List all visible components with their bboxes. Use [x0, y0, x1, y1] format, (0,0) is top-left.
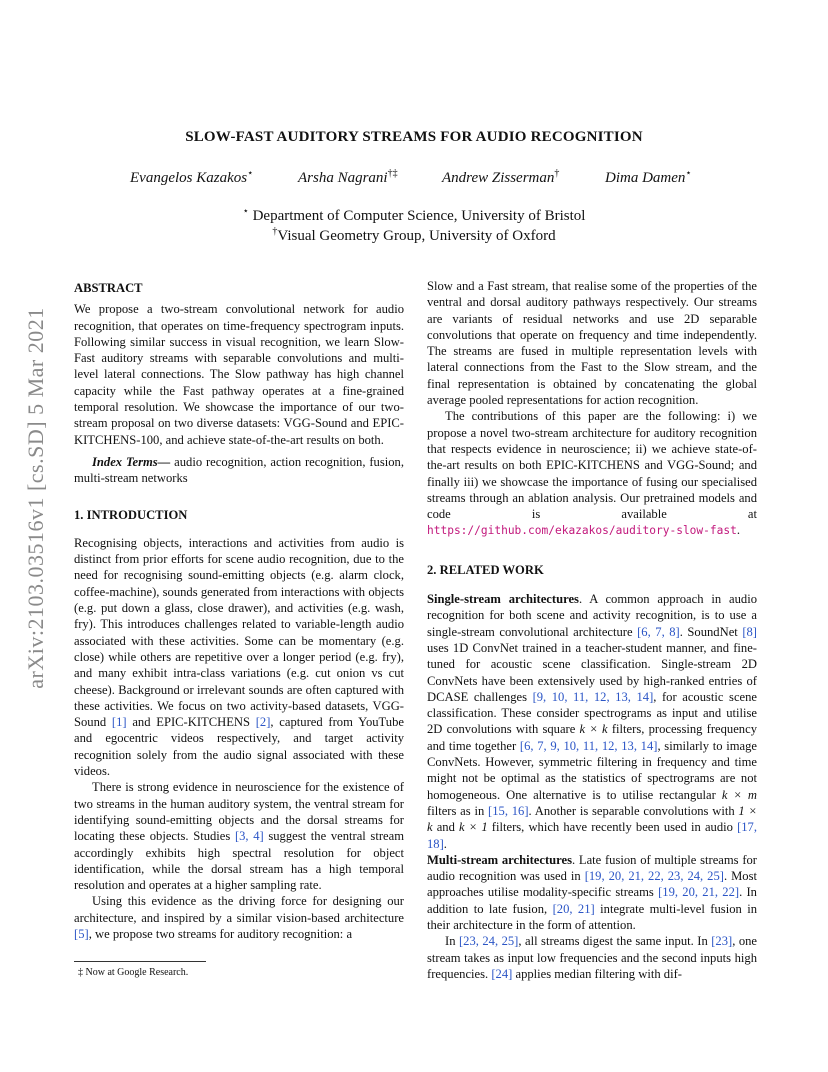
- text-run: , captured from YouTube and egocentric videos respectively, and target activity recognition solely from the audio signal associated with these videos.: [74, 715, 404, 779]
- author-mark: ⋆: [247, 168, 254, 179]
- text-run: . Late fusion of multiple streams for audio recognition was used in: [427, 852, 757, 884]
- text-run: , we propose two streams for auditory recognition: a: [88, 926, 353, 941]
- index-terms-text: audio recognition, action recognition, fusion, multi-stream networks: [74, 454, 404, 486]
- text-run: , for acoustic scene classification. These consider spectrograms as input and utilise 2D convolutions with square: [427, 689, 758, 737]
- author-name: Dima Damen: [605, 170, 686, 186]
- affiliation-text: Visual Geometry Group, University of Oxford: [277, 228, 556, 244]
- text-run: . Most approaches utilise modality-specific streams: [427, 869, 758, 900]
- affiliation-2: [74, 226, 754, 245]
- citation-link[interactable]: [17, 18]: [427, 820, 757, 851]
- author-mark: †: [554, 168, 560, 179]
- arxiv-sidebar: [22, 292, 50, 704]
- author-name: Evangelos Kazakos: [130, 170, 248, 186]
- text-run: .: [443, 836, 447, 851]
- right-column: [427, 278, 757, 982]
- citation-link[interactable]: [20, 21]: [552, 901, 595, 916]
- text-run: . SoundNet: [679, 624, 743, 639]
- paragraph-label: Single-stream architectures: [427, 592, 579, 607]
- text-run: . Another is separable convolutions with: [528, 803, 739, 818]
- intro-paragraph-3: [74, 893, 404, 942]
- index-terms-label: Index Terms—: [92, 454, 171, 469]
- text-run: The contributions of this paper are the following: i) we propose a novel two-stream architecture for auditory recognition that respects evidence in neuroscience; ii) we achieve state-of-the-art results on both EPIC-KITCHENS and VGG-Sound; and finally iii) we showcase the importance of fusing our specialised streams through an ablation analysis. Our pretrained models and code is available at: [427, 409, 757, 522]
- citation-link[interactable]: [24]: [491, 966, 513, 981]
- citation-link[interactable]: [3, 4]: [234, 829, 264, 844]
- footnote-text: Now at Google Research.: [83, 967, 189, 978]
- citation-link[interactable]: [19, 20, 21, 22]: [658, 885, 740, 900]
- text-run: Recognising objects, interactions and activities from audio is distinct from prior efforts for scene audio recognition, due to the need for recognising sound-emitting objects (e.g. alarm clock, coffee-machine), sounds generated from interactions with objects (e.g. put down a glass, close drawer), and activities (e.g. wash, fry). This introduces challenges related to variable-length audio associated with these activities. Some can be momentary (e.g. close) while others are repetitive over a longer period (e.g. fry), and many exhibit intra-class variations (e.g. cut onion vs cut cheese). Background or irrelevant sounds are often captured with these activities. We focus on two activity-based datasets, VGG-Sound: [74, 535, 404, 730]
- text-run: and EPIC-KITCHENS: [126, 715, 256, 730]
- text-run: applies median filtering with dif-: [512, 966, 682, 981]
- multi-stream-paragraph: [427, 852, 757, 933]
- author-list: [74, 168, 754, 190]
- citation-link[interactable]: [5]: [74, 926, 89, 941]
- citation-link[interactable]: [19, 20, 21, 22, 23, 24, 25]: [584, 869, 724, 884]
- author-name: Arsha Nagrani: [298, 170, 388, 186]
- author-2: [298, 168, 398, 187]
- text-run: .: [736, 523, 740, 538]
- affiliation-text: Department of Computer Science, University of Bristol: [248, 208, 586, 224]
- text-run: filters as in: [427, 803, 489, 818]
- citation-link[interactable]: [1]: [111, 715, 127, 730]
- single-stream-paragraph: [427, 591, 757, 852]
- related-work-heading: 2. RELATED WORK: [427, 562, 544, 577]
- affiliation-mark: ⋆: [242, 206, 249, 217]
- math-inline: k × 1: [459, 820, 488, 835]
- left-column: [74, 280, 404, 942]
- text-run: integrate multi-level fusion in their architecture in the form of attention.: [427, 901, 758, 932]
- footnote: [78, 967, 188, 978]
- intro-paragraph-2: [74, 779, 404, 893]
- text-run: , all streams digest the same input. In: [518, 934, 712, 949]
- text-run: . A common approach in audio recognition for both scene and activity recognition, is to use a single-stream convolutional architecture: [427, 592, 757, 639]
- text-run: filters, which have recently been used in audio: [487, 820, 738, 835]
- text-run: . In addition to late fusion,: [427, 885, 757, 916]
- paper-title: SLOW-FAST AUDITORY STREAMS FOR AUDIO RECOGNITION: [185, 129, 643, 145]
- abstract-heading: ABSTRACT: [74, 281, 143, 295]
- abstract-text: We propose a two-stream convolutional network for audio recognition, that operates on time-frequency spectrogram inputs. Following similar success in visual recognition, we learn Slow-Fast auditory streams with separable convolutions and multi-level lateral connections. The Slow pathway has high channel capacity while the Fast pathway operates at a fine-grained temporal resolution. We showcase the importance of our two-stream proposal on two diverse datasets: VGG-Sound and EPIC-KITCHENS-100, and achieve state-of-the-art results on both.: [74, 302, 404, 447]
- citation-link[interactable]: [9, 10, 11, 12, 13, 14]: [532, 689, 654, 704]
- math-inline: k × m: [721, 787, 757, 802]
- related-paragraph-3: [427, 933, 757, 982]
- author-mark: ⋆: [685, 168, 692, 179]
- text-run: In: [445, 934, 459, 949]
- citation-link[interactable]: [6, 7, 8]: [637, 624, 680, 639]
- intro-paragraph-5: [427, 408, 757, 539]
- author-4: [605, 168, 692, 187]
- text-run: uses 1D ConvNet trained in a teacher-student manner, and fine-tuned for acoustic scene classification. Single-stream 2D ConvNets have been extensively used by high-ranked entries of DCASE challenges: [427, 640, 757, 704]
- citation-link[interactable]: [23]: [711, 934, 733, 949]
- paragraph-label: Multi-stream architectures: [427, 852, 573, 867]
- author-mark: †‡: [387, 168, 398, 179]
- text-run: filters, processing frequency and time together: [427, 722, 757, 753]
- citation-link[interactable]: [8]: [742, 624, 757, 639]
- affiliation-mark: †: [272, 226, 278, 237]
- footnote-mark: ‡: [78, 967, 83, 978]
- text-run: There is strong evidence in neuroscience for the existence of two streams in the human auditory system, the ventral stream for identifying sound-emitting objects and the dorsal streams for locating these objects. Studies: [74, 780, 404, 844]
- affiliation-1: [74, 206, 754, 225]
- math-inline: 1 × k: [427, 803, 757, 835]
- citation-link[interactable]: [23, 24, 25]: [458, 934, 519, 949]
- author-name: Andrew Zisserman: [442, 170, 555, 186]
- citation-link[interactable]: [15, 16]: [488, 803, 529, 818]
- footnote-divider: [74, 961, 206, 962]
- arxiv-identifier: arXiv:2103.03516v1 [cs.SD] 5 Mar 2021: [23, 307, 48, 689]
- intro-paragraph-4: Slow and a Fast stream, that realise some of the properties of the ventral and dorsal auditory pathways respectively. Our streams are variants of residual networks and use 2D separable convolutions that operate on frequency and time independently. The streams are fused in multiple representation levels with lateral connections from the Fast to the Slow stream, and the final representation is obtained by concatenating the global average pooled representations for action recognition.: [427, 279, 757, 408]
- text-run: and: [432, 820, 460, 835]
- code-url-link[interactable]: https://github.com/ekazakos/auditory-slow-fast: [427, 524, 737, 538]
- text-run: , similarly to image ConvNets. However, symmetric filtering in frequency and time might not be optimal as the statistics of spectrograms are not homogeneous. One alternative is to utilise rectangular: [427, 738, 757, 802]
- text-run: suggest the ventral stream accordingly exhibits high spectral resolution for object identification, while the dorsal stream has a high temporal resolution and operates at a higher sampling rate.: [74, 829, 404, 893]
- citation-link[interactable]: [2]: [255, 715, 271, 730]
- math-inline: k × k: [579, 722, 608, 737]
- author-3: [442, 168, 559, 187]
- text-run: , one stream takes as input low frequencies and the second inputs high frequencies.: [427, 934, 758, 981]
- author-1: [130, 168, 253, 187]
- citation-link[interactable]: [6, 7, 9, 10, 11, 12, 13, 14]: [519, 738, 658, 753]
- text-run: Using this evidence as the driving force for designing our architecture, and inspired by a similar vision-based architecture: [74, 894, 404, 925]
- intro-paragraph-1: [74, 535, 404, 779]
- index-terms: [74, 454, 404, 487]
- intro-heading: 1. INTRODUCTION: [74, 507, 188, 522]
